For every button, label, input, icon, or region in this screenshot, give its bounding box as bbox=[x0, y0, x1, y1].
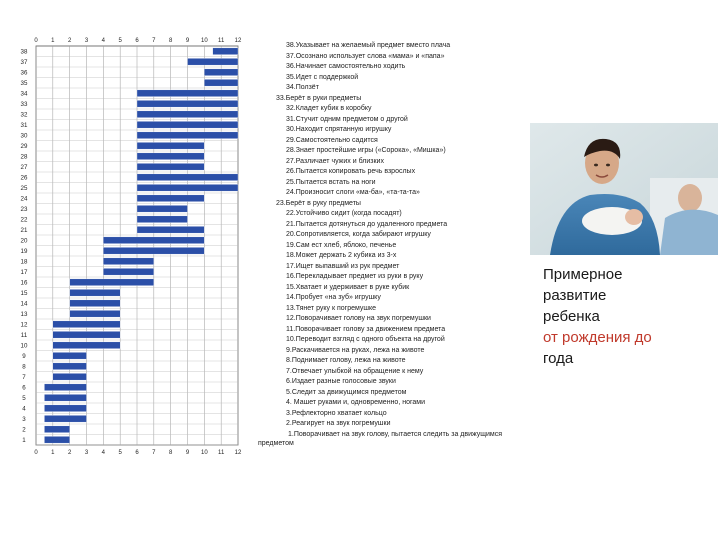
row-label: 4 bbox=[22, 405, 26, 413]
row-label: 30 bbox=[20, 132, 28, 140]
milestone-item: 33.Берёт в руки предметы bbox=[276, 94, 362, 102]
milestone-item: 23.Берёт в руку предметы bbox=[276, 199, 361, 207]
milestone-item: 1.Поворачивает на звук голову, пытается следить за движущимся bbox=[288, 430, 503, 438]
row-label: 25 bbox=[20, 184, 28, 192]
x-tick-label-top: 6 bbox=[135, 38, 139, 44]
row-label: 21 bbox=[20, 226, 28, 234]
row-label: 5 bbox=[22, 394, 26, 402]
row-bar bbox=[53, 363, 87, 370]
milestone-item: 37.Осознано использует слова «мама» и «папа» bbox=[286, 52, 445, 60]
row-bar bbox=[137, 226, 204, 233]
milestone-item: 31.Стучит одним предметом о другой bbox=[286, 115, 408, 123]
row-bar bbox=[137, 153, 204, 160]
x-tick-label-top: 1 bbox=[51, 38, 55, 44]
row-label: 23 bbox=[20, 205, 28, 213]
milestone-item: 15.Хватает и удерживает в руке кубик bbox=[286, 283, 410, 291]
row-bar bbox=[70, 300, 121, 307]
row-bar bbox=[53, 373, 87, 380]
row-label: 3 bbox=[22, 415, 26, 423]
x-tick-label-top: 9 bbox=[185, 38, 190, 44]
milestone-item: 27.Различает чужих и близких bbox=[286, 157, 384, 165]
milestone-item: 18.Может держать 2 кубика из 3-х bbox=[286, 252, 397, 259]
x-tick-label-bottom: 11 bbox=[218, 450, 225, 456]
x-tick-label-bottom: 4 bbox=[101, 450, 106, 456]
row-bar bbox=[44, 384, 86, 391]
x-tick-label-bottom: 0 bbox=[34, 450, 38, 456]
x-tick-label-top: 8 bbox=[168, 38, 173, 44]
milestone-item: 30.Находит спрятанную игрушку bbox=[286, 126, 392, 133]
row-bar bbox=[44, 405, 86, 412]
x-tick-label-top: 12 bbox=[234, 38, 242, 44]
row-label: 22 bbox=[20, 216, 28, 224]
row-label: 11 bbox=[20, 331, 28, 339]
milestone-item: 4. Машет руками и, одновременно, ногами bbox=[286, 399, 425, 406]
row-label: 33 bbox=[20, 100, 28, 108]
row-bar bbox=[53, 342, 120, 349]
row-label: 35 bbox=[20, 79, 28, 87]
row-label: 13 bbox=[20, 310, 28, 318]
title-line-2: развитие bbox=[543, 287, 607, 304]
row-label: 9 bbox=[22, 352, 26, 360]
x-tick-label-bottom: 6 bbox=[135, 450, 139, 456]
title-line-4: от рождения до bbox=[543, 329, 652, 346]
row-bar bbox=[103, 247, 204, 254]
row-label: 32 bbox=[20, 111, 28, 119]
row-bar bbox=[137, 195, 204, 202]
row-label: 14 bbox=[20, 300, 28, 308]
x-tick-label-top: 0 bbox=[34, 38, 38, 44]
milestone-item: 29.Самостоятельно садится bbox=[286, 136, 378, 144]
milestone-item: 38.Указывает на желаемый предмет вместо плача bbox=[286, 42, 451, 49]
milestone-item: 17.Ищет выпавший из рук предмет bbox=[286, 262, 400, 270]
milestone-item: 21.Пытается дотянуться до удаленного предмета bbox=[286, 220, 448, 228]
row-bar bbox=[137, 121, 238, 128]
row-label: 37 bbox=[20, 58, 28, 66]
row-bar bbox=[44, 436, 69, 443]
row-bar bbox=[53, 331, 120, 338]
x-tick-label-top: 5 bbox=[118, 38, 122, 44]
row-bar bbox=[44, 394, 86, 401]
row-bar bbox=[188, 58, 239, 65]
milestone-item: 28.Знает простейшие игры («Сорока», «Мишка») bbox=[286, 147, 446, 154]
row-label: 1 bbox=[22, 436, 26, 444]
milestone-item: 25.Пытается встать на ноги bbox=[286, 178, 376, 186]
row-label: 18 bbox=[20, 258, 28, 266]
milestone-item: 16.Перекладывает предмет из руки в руку bbox=[286, 273, 424, 280]
row-bar bbox=[53, 321, 120, 328]
row-label: 15 bbox=[20, 289, 28, 297]
row-label: 29 bbox=[20, 142, 28, 150]
row-label: 2 bbox=[22, 426, 26, 434]
x-tick-label-bottom: 2 bbox=[67, 450, 72, 456]
milestone-item: 9.Раскачивается на руках, лежа на животе bbox=[286, 346, 425, 354]
row-bar bbox=[103, 258, 154, 265]
row-label: 12 bbox=[20, 321, 28, 329]
milestone-item: 24.Произносит слоги «ма-ба», «та-та-та» bbox=[286, 189, 420, 196]
milestone-item: 11.Поворачивает голову за движением предмета bbox=[286, 325, 446, 333]
milestone-item: 32.Кладет кубик в коробку bbox=[286, 105, 372, 112]
x-tick-label-top: 10 bbox=[200, 38, 208, 44]
milestone-item-tail: предметом bbox=[258, 440, 294, 447]
row-label: 20 bbox=[20, 237, 28, 245]
milestone-item: 3.Рефлекторно хватает кольцо bbox=[286, 409, 387, 417]
title-line-3: ребенка bbox=[543, 308, 600, 325]
milestone-item: 34.Ползёт bbox=[286, 84, 319, 91]
row-bar bbox=[53, 352, 87, 359]
row-label: 27 bbox=[20, 163, 28, 171]
x-tick-label-top: 4 bbox=[101, 38, 106, 44]
development-chart bbox=[0, 0, 255, 470]
x-tick-label-bottom: 3 bbox=[84, 450, 89, 456]
row-bar bbox=[70, 279, 154, 286]
row-bar bbox=[103, 237, 204, 244]
row-label: 7 bbox=[22, 373, 26, 381]
milestone-item: 5.Следит за движущимся предметом bbox=[286, 388, 407, 396]
milestone-item: 6.Издает разные голосовые звуки bbox=[286, 378, 396, 385]
row-bar bbox=[70, 289, 121, 296]
row-label: 36 bbox=[20, 69, 28, 77]
milestone-item: 7.Отвечает улыбкой на обращение к нему bbox=[286, 367, 424, 375]
x-tick-label-top: 11 bbox=[218, 38, 225, 44]
row-bar bbox=[44, 426, 69, 433]
row-bar bbox=[137, 163, 204, 170]
row-bar bbox=[137, 111, 238, 118]
milestone-item: 13.Тянет руку к погремушке bbox=[286, 304, 377, 312]
title-line-5: года bbox=[543, 350, 574, 367]
milestone-item: 36.Начинает самостоятельно ходить bbox=[286, 63, 406, 70]
row-bar bbox=[137, 142, 204, 149]
row-label: 34 bbox=[20, 90, 28, 98]
row-label: 26 bbox=[20, 174, 28, 182]
row-bar bbox=[70, 310, 121, 317]
row-bar bbox=[213, 48, 238, 55]
row-label: 38 bbox=[20, 48, 28, 56]
row-label: 6 bbox=[22, 384, 26, 392]
milestone-item: 2.Реагирует на звук погремушки bbox=[286, 420, 391, 427]
row-label: 28 bbox=[20, 153, 28, 161]
milestone-item: 8.Поднимает голову, лежа на животе bbox=[286, 357, 406, 364]
x-tick-label-bottom: 8 bbox=[168, 450, 173, 456]
row-label: 31 bbox=[20, 121, 28, 129]
row-bar bbox=[137, 184, 238, 191]
milestone-item: 14.Пробует «на зуб» игрушку bbox=[286, 294, 381, 301]
milestone-item: 35.Идет с поддержкой bbox=[286, 73, 359, 81]
milestone-item: 12.Поворачивает голову на звук погремушки bbox=[286, 315, 431, 322]
milestone-item: 20.Сопротивляется, когда забирают игрушку bbox=[286, 231, 431, 238]
row-bar bbox=[137, 132, 238, 139]
mother-with-newborn-photo bbox=[530, 123, 718, 255]
x-tick-label-bottom: 5 bbox=[118, 450, 122, 456]
milestone-item: 26.Пытается копировать речь взрослых bbox=[286, 168, 416, 175]
row-bar bbox=[137, 174, 238, 181]
row-label: 19 bbox=[20, 247, 28, 255]
milestone-item: 22.Устойчиво сидит (когда посадят) bbox=[286, 210, 402, 217]
row-bar bbox=[137, 216, 188, 223]
x-tick-label-top: 7 bbox=[152, 38, 156, 44]
row-bar bbox=[137, 100, 238, 107]
x-tick-label-bottom: 10 bbox=[200, 450, 208, 456]
row-label: 16 bbox=[20, 279, 28, 287]
row-bar bbox=[103, 268, 154, 275]
row-label: 8 bbox=[22, 363, 26, 371]
page-title bbox=[543, 264, 713, 369]
x-tick-label-bottom: 9 bbox=[185, 450, 190, 456]
x-tick-label-top: 2 bbox=[67, 38, 72, 44]
milestone-item: 19.Сам ест хлеб, яблоко, печенье bbox=[286, 241, 397, 249]
row-label: 17 bbox=[20, 268, 28, 276]
x-tick-label-bottom: 1 bbox=[51, 450, 55, 456]
row-bar bbox=[204, 69, 238, 76]
x-tick-label-top: 3 bbox=[84, 38, 89, 44]
title-line-1: Примерное bbox=[543, 266, 623, 283]
x-tick-label-bottom: 7 bbox=[152, 450, 156, 456]
row-bar bbox=[204, 79, 238, 86]
x-tick-label-bottom: 12 bbox=[234, 450, 242, 456]
row-bar bbox=[137, 205, 188, 212]
row-bar bbox=[44, 415, 86, 422]
row-label: 24 bbox=[20, 195, 28, 203]
row-bar bbox=[137, 90, 238, 97]
row-label: 10 bbox=[20, 342, 28, 350]
milestone-item: 10.Переводит взгляд с одного объекта на другой bbox=[286, 336, 445, 343]
